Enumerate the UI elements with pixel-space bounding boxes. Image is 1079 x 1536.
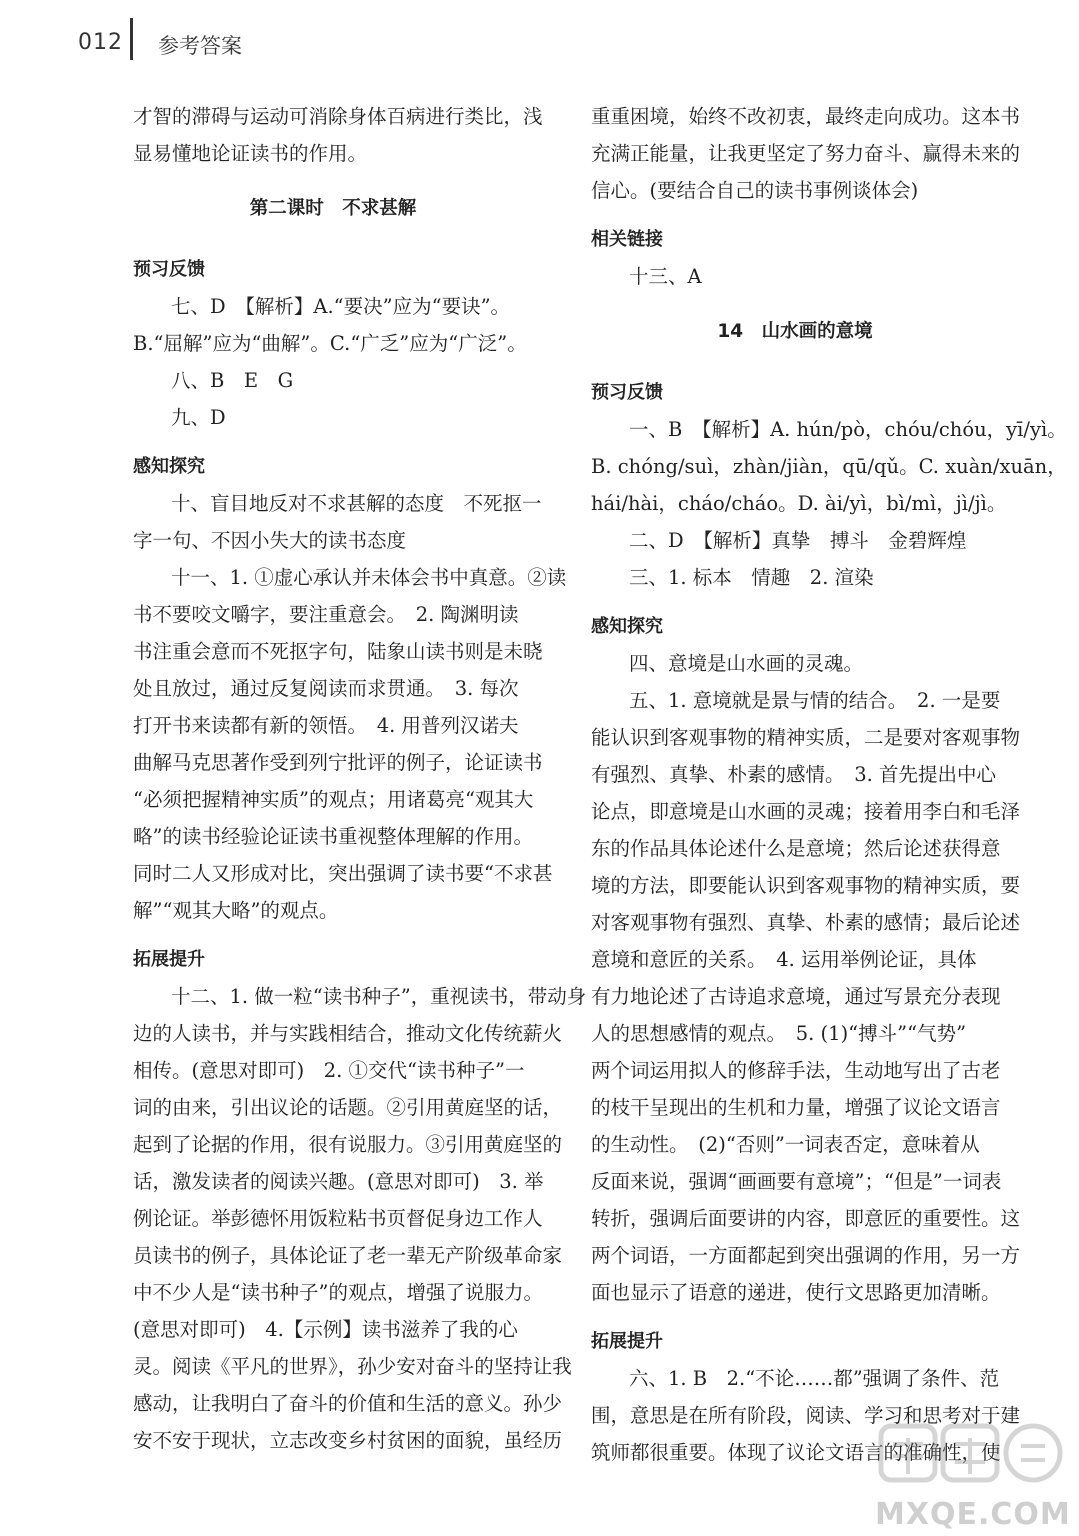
right-text-line: 有强烈、真挚、朴素的感情。 3. 首先提出中心 bbox=[591, 763, 997, 786]
spacer bbox=[133, 227, 533, 239]
right-text-line: 的枝干呈现出的生机和力量，增强了议论文语言 bbox=[591, 1096, 1001, 1119]
right-text-line: 能认识到客观事物的精神实质，二是要对客观事物 bbox=[591, 726, 1021, 749]
right-text-line: hái/hài，cháo/cháo。D. ài/yì，bì/mì，jì/jì。 bbox=[591, 492, 1007, 515]
spacer bbox=[133, 436, 533, 448]
right-text-line: 充满正能量，让我更坚定了努力奋斗、赢得未来的 bbox=[591, 142, 1021, 165]
right-text-line: 的生动性。 (2)“否则”一词表否定，意味着从 bbox=[591, 1133, 980, 1156]
right-text-line: 转折，强调后面要讲的内容，即意匠的重要性。这 bbox=[591, 1207, 1021, 1230]
right-text-line: 论点，即意境是山水画的灵魂；接着用李白和毛泽 bbox=[591, 800, 1021, 823]
right-section-heading: 相关链接 bbox=[591, 229, 663, 250]
right-text-line: 围，意思是在所有阶段，阅读、学习和思考对于建 bbox=[591, 1404, 1021, 1427]
right-text-line: 两个词语，一方面都起到突出强调的作用，另一方 bbox=[591, 1244, 1021, 1267]
right-section-heading: 预习反馈 bbox=[591, 382, 663, 403]
right-column bbox=[591, 98, 1067, 1471]
left-answer-line: 七、D 【解析】A.“要决”应为“要诀”。 bbox=[171, 295, 511, 318]
right-text-line: 有力地论述了古诗追求意境，通过写景充分表现 bbox=[591, 985, 1001, 1008]
left-text-line: 略”的读书经验论证读书重视整体理解的作用。 bbox=[133, 825, 533, 848]
left-answer-line: 九、D bbox=[171, 406, 226, 429]
left-text-line: 安不安于现状，立志改变乡村贫困的面貌，虽经历 bbox=[133, 1429, 563, 1452]
left-text-line: “必须把握精神实质”的观点；用诸葛亮“观其大 bbox=[133, 788, 534, 811]
spacer bbox=[591, 1311, 999, 1323]
right-answer-line: 二、D 【解析】真挚 搏斗 金碧辉煌 bbox=[629, 529, 967, 552]
left-text-line: (意思对即可) 4.【示例】读书滋养了我的心 bbox=[133, 1318, 518, 1341]
watermark-text: MXQE.COM bbox=[875, 1497, 1071, 1532]
left-answer-line: 十二、1. 做一粒“读书种子”，重视读书，带动身 bbox=[171, 985, 587, 1008]
right-text-line: 意境和意匠的关系。 4. 运用举例论证，具体 bbox=[591, 948, 977, 971]
left-text-line: 灵。阅读《平凡的世界》，孙少安对奋斗的坚持让我 bbox=[133, 1355, 572, 1378]
left-text-line: 话，激发读者的阅读兴趣。(意思对即可) 3. 举 bbox=[133, 1170, 544, 1193]
left-text-line: 字一句、不因小失大的读书态度 bbox=[133, 529, 407, 552]
left-text-line: 边的人读书，并与实践相结合，推动文化传统薪火 bbox=[133, 1022, 563, 1045]
header-divider bbox=[130, 18, 133, 60]
spacer bbox=[591, 596, 999, 608]
left-text-line: 才智的滞碍与运动可消除身体百病进行类比，浅 bbox=[133, 105, 543, 128]
right-text-line: B. chóng/suì，zhàn/jiàn，qū/qǔ。C. xuàn/xuān， bbox=[591, 455, 1067, 478]
right-text-line: 东的作品具体论述什么是意境；然后论述获得意 bbox=[591, 837, 1001, 860]
left-text-line: 感动，让我明白了奋斗的价值和生活的意义。孙少 bbox=[133, 1392, 563, 1415]
left-answer-line: 八、B E G bbox=[171, 369, 294, 392]
left-lesson-title: 第二课时 不求甚解 bbox=[249, 198, 417, 219]
left-section-heading: 感知探究 bbox=[133, 456, 205, 477]
page-header bbox=[0, 0, 1079, 80]
left-text-line: 书不要咬文嚼字，要注重意会。 2. 陶渊明读 bbox=[133, 603, 519, 626]
header-title: 参考答案 bbox=[158, 34, 242, 58]
right-text-line: 面也显示了语意的递进，使行文思路更加清晰。 bbox=[591, 1281, 1001, 1304]
left-text-line: 员读书的例子，具体论证了老一辈无产阶级革命家 bbox=[133, 1244, 563, 1267]
right-section-heading: 拓展提升 bbox=[591, 1331, 663, 1352]
left-text-line: 例论证。举彭德怀用饭粒粘书页督促身边工作人 bbox=[133, 1207, 543, 1230]
spacer bbox=[591, 209, 999, 221]
left-text-line: 解”“观其大略”的观点。 bbox=[133, 899, 339, 922]
page-number: 012 bbox=[78, 30, 123, 55]
right-answer-line: 十三、A bbox=[629, 265, 702, 288]
right-answer-line: 六、1. B 2.“不论……都”强调了条件、范 bbox=[629, 1367, 1000, 1390]
right-text-line: 重重困境，始终不改初衷，最终走向成功。这本书 bbox=[591, 105, 1021, 128]
spacer bbox=[591, 350, 999, 362]
left-section-heading: 预习反馈 bbox=[133, 259, 205, 280]
right-text-line: 对客观事物有强烈、真挚、朴素的感情；最后论述 bbox=[591, 911, 1021, 934]
left-text-line: 打开书来读都有新的领悟。 4. 用普列汉诺夫 bbox=[133, 714, 519, 737]
spacer bbox=[591, 295, 999, 313]
spacer bbox=[591, 362, 999, 374]
right-section-heading: 感知探究 bbox=[591, 616, 663, 637]
left-text-line: 相传。(意思对即可) 2. ①交代“读书种子”一 bbox=[133, 1059, 525, 1082]
right-text-line: 人的思想感情的观点。 5. (1)“搏斗”“气势” bbox=[591, 1022, 967, 1045]
right-answer-line: 一、B 【解析】A. hún/pò，chóu/chóu，yī/yì。 bbox=[629, 418, 1067, 441]
left-column bbox=[133, 98, 587, 1459]
right-answer-line: 三、1. 标本 情趣 2. 渲染 bbox=[629, 566, 874, 589]
left-text-line: 同时二人又形成对比，突出强调了读书要“不求甚 bbox=[133, 862, 553, 885]
left-text-line: 曲解马克思著作受到列宁批评的例子，论证读书 bbox=[133, 751, 543, 774]
left-text-line: 显易懂地论证读书的作用。 bbox=[133, 142, 368, 165]
left-text-line: 起到了论据的作用，很有说服力。③引用黄庭坚的 bbox=[133, 1133, 563, 1156]
right-text-line: 筑师都很重要。体现了议论文语言的准确性，使 bbox=[591, 1441, 1001, 1464]
left-answer-line: 十一、1. ①虚心承认并未体会书中真意。②读 bbox=[171, 566, 567, 589]
left-text-line: 中不少人是“读书种子”的观点，增强了说服力。 bbox=[133, 1281, 543, 1304]
watermark-logo-icon bbox=[875, 1420, 1065, 1500]
right-text-line: 境的方法，即要能认识到客观事物的精神实质，要 bbox=[591, 874, 1021, 897]
spacer bbox=[133, 239, 533, 251]
watermark bbox=[875, 1420, 1071, 1532]
left-text-line: B.“屈解”应为“曲解”。C.“广乏”应为“广泛”。 bbox=[133, 332, 527, 355]
spacer bbox=[133, 172, 533, 190]
right-lesson-title: 14 山水画的意境 bbox=[717, 321, 873, 342]
left-text-line: 词的由来，引出议论的话题。②引用黄庭坚的话， bbox=[133, 1096, 563, 1119]
left-answer-line: 十、盲目地反对不求甚解的态度 不死抠一 bbox=[171, 492, 542, 515]
spacer bbox=[133, 929, 533, 941]
left-text-line: 处且放过，通过反复阅读而求贯通。 3. 每次 bbox=[133, 677, 519, 700]
left-section-heading: 拓展提升 bbox=[133, 949, 205, 970]
right-text-line: 两个词运用拟人的修辞手法，生动地写出了古老 bbox=[591, 1059, 1001, 1082]
left-text-line: 书注重会意而不死抠字句，陆象山读书则是未晓 bbox=[133, 640, 543, 663]
right-text-line: 信心。(要结合自己的读书事例谈体会) bbox=[591, 179, 919, 202]
right-text-line: 反面来说，强调“画画要有意境”；“但是”一词表 bbox=[591, 1170, 1002, 1193]
right-answer-line: 四、意境是山水画的灵魂。 bbox=[629, 652, 864, 675]
right-answer-line: 五、1. 意境就是景与情的结合。 2. 一是要 bbox=[629, 689, 1001, 712]
